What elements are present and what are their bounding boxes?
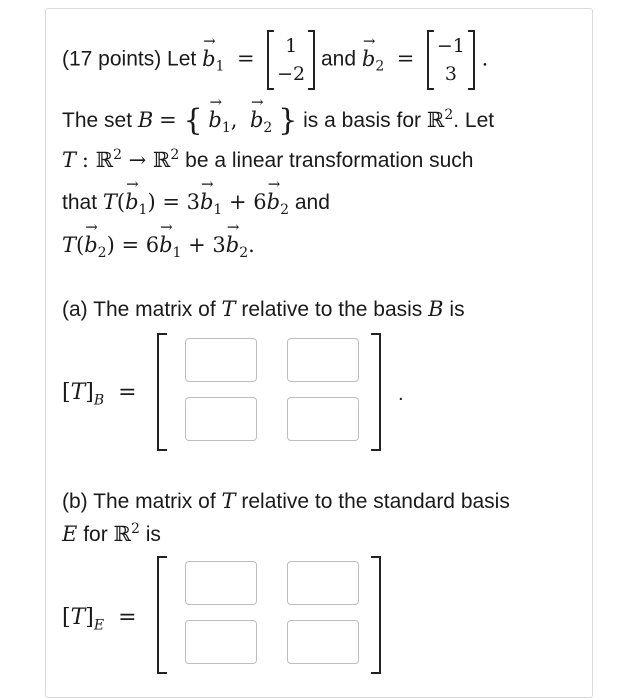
part-b-prompt: (b) The matrix of T relative to the standard basis: [62, 489, 510, 513]
matrix-e-label: $[T]_E$ =: [62, 605, 137, 634]
matrix-b-entry-11[interactable]: [185, 338, 257, 382]
matrix-b-entry-12[interactable]: [287, 338, 359, 382]
problem-line-3: T : ℝ$^2$ → ℝ$^2$ be a linear transformation such: [62, 147, 474, 172]
set-b1: → b: [208, 108, 221, 132]
points-text: (17 points) Let: [62, 47, 197, 71]
let-text: . Let: [453, 109, 495, 132]
b2-entry-2: 3: [444, 63, 457, 85]
set-text: The set: [62, 109, 133, 132]
transformation-text: be a linear transformation such: [185, 149, 474, 172]
b1-vector: [267, 30, 315, 90]
matrix-b-entry-21[interactable]: [185, 397, 257, 441]
equals: =: [230, 46, 262, 71]
b1-entry-1: 1: [285, 35, 298, 57]
b2-entry-1: −1: [436, 35, 465, 57]
set-b2: → b: [250, 108, 263, 132]
r-exponent: 2: [444, 107, 454, 123]
b2-vector: [427, 30, 475, 90]
problem-line-1: (17 points) Let → $b_1$ = 1 −2 and → $b_2$ = −1 3 .: [62, 30, 488, 90]
part-a-prompt: (a) The matrix of T relative to the basis B is: [62, 297, 465, 321]
and-text-2: and: [294, 191, 330, 214]
part-a-is: is: [449, 298, 465, 321]
matrix-b-left-bracket: [157, 333, 167, 451]
problem-line-2: The set B = { → $b_1$, → $b_2$ } is a basis for ℝ$^2$. Let: [62, 103, 494, 138]
part-b-prompt-line2: E for ℝ$^2$ is: [62, 521, 161, 546]
part-b-for: for: [83, 523, 108, 546]
part-a-basis: B: [428, 297, 444, 321]
t-symbol: T: [62, 148, 77, 172]
basis-text: is a basis for: [303, 109, 422, 132]
part-b-is: is: [145, 523, 161, 546]
matrix-e-left-bracket: [157, 556, 167, 674]
b1-symbol: → b: [202, 47, 215, 71]
r-symbol: ℝ: [426, 108, 445, 132]
and-text: and: [320, 47, 357, 71]
matrix-e-right-bracket: [371, 556, 381, 674]
matrix-e-entry-12[interactable]: [287, 561, 359, 605]
matrix-b-right-bracket: [371, 333, 381, 451]
matrix-b-entry-22[interactable]: [287, 397, 359, 441]
part-b-text: (b) The matrix of: [62, 490, 216, 513]
matrix-e-entry-11[interactable]: [185, 561, 257, 605]
b2-symbol: → b: [362, 47, 375, 71]
that-text: that: [62, 191, 98, 214]
b2-subscript: 2: [375, 58, 385, 75]
matrix-b-period: .: [398, 383, 404, 405]
problem-line-5: $T(\to b_2) = 6\to b_1 + 3\to b_2$.: [62, 233, 255, 258]
problem-line-4: that $T(\to b_1) = 3\to b_1 + 6\to b_2$ and: [62, 190, 330, 215]
part-a-text: (a) The matrix of: [62, 298, 216, 321]
part-b-text2: relative to the standard basis: [241, 490, 510, 513]
set-symbol: B: [137, 108, 154, 132]
part-b-basis: E: [62, 522, 78, 546]
matrix-b-label: $[T]_B$ =: [62, 380, 137, 409]
equals: =: [390, 46, 422, 71]
b1-entry-2: −2: [277, 63, 306, 85]
matrix-e-entry-22[interactable]: [287, 620, 359, 664]
part-a-text2: relative to the basis: [241, 298, 423, 321]
b1-subscript: 1: [215, 58, 225, 75]
matrix-e-entry-21[interactable]: [185, 620, 257, 664]
